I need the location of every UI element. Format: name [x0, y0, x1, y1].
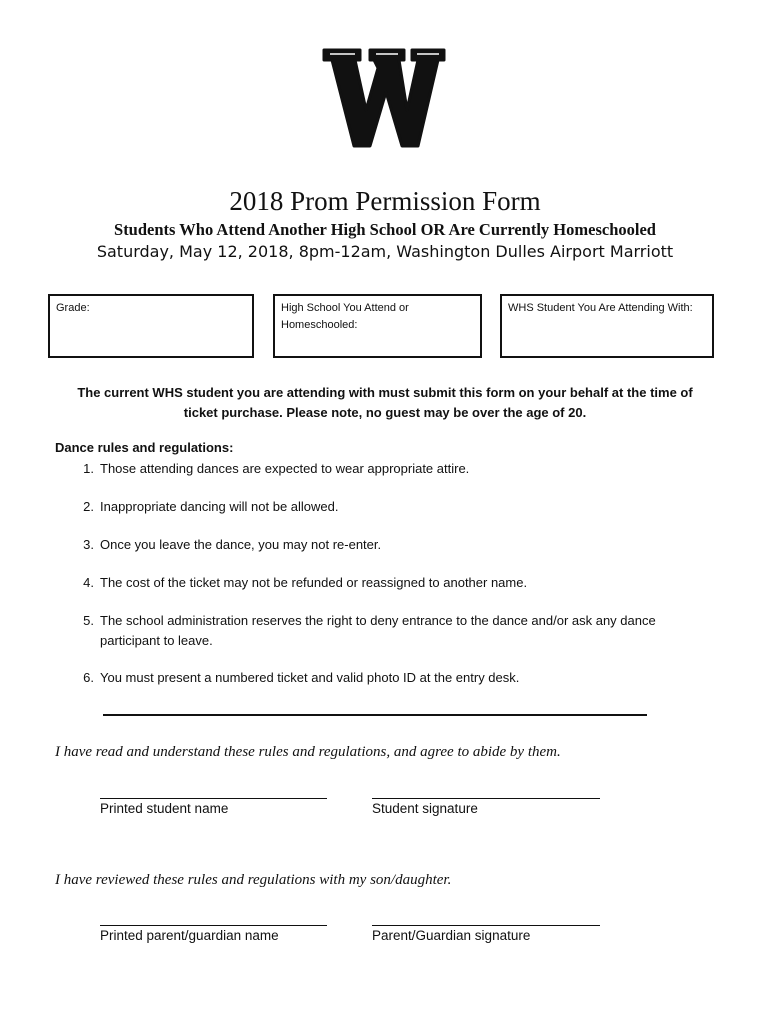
rule-number: 4.: [83, 575, 94, 590]
parent-agreement-statement: I have reviewed these rules and regulations with my son/daughter.: [55, 872, 452, 888]
high-school-label-line1: High School You Attend or: [281, 302, 409, 314]
rule-text: The school administration reserves the right to deny entrance to the dance and/or ask any dance: [100, 613, 656, 628]
section-divider: [103, 714, 647, 716]
rule-text: The cost of the ticket may not be refunded or reassigned to another name.: [100, 575, 528, 590]
grade-label: Grade:: [56, 302, 90, 314]
rule-number: 3.: [83, 537, 94, 552]
rule-text: Once you leave the dance, you may not re-enter.: [100, 537, 382, 552]
student-name-line[interactable]: [100, 798, 327, 799]
submission-notice: [52, 383, 718, 423]
whs-student-field[interactable]: [500, 294, 714, 358]
rule-text: Inappropriate dancing will not be allowed.: [100, 499, 339, 514]
parent-name-label: Printed parent/guardian name: [100, 928, 279, 943]
form-subtitle: Students Who Attend Another High School OR Are Currently Homeschooled: [114, 220, 656, 239]
rule-text: Those attending dances are expected to wear appropriate attire.: [100, 461, 470, 476]
whs-student-label: WHS Student You Are Attending With:: [508, 302, 693, 314]
parent-signature-label: Parent/Guardian signature: [372, 928, 531, 943]
school-logo-w: [322, 48, 446, 148]
rule-number: 1.: [83, 461, 94, 476]
notice-line-2: ticket purchase. Please note, no guest may be over the age of 20.: [183, 405, 587, 420]
grade-field[interactable]: [48, 294, 254, 358]
rule-number: 6.: [83, 670, 94, 685]
parent-signature-line[interactable]: [372, 925, 600, 926]
rule-number: 5.: [83, 613, 94, 628]
form-title: 2018 Prom Permission Form: [229, 186, 541, 216]
rule-text-continued: participant to leave.: [100, 633, 213, 648]
high-school-field[interactable]: [273, 294, 482, 358]
notice-line-1: The current WHS student you are attending with must submit this form on your behalf at the time of: [77, 385, 693, 400]
student-name-label: Printed student name: [100, 801, 229, 816]
event-dateline: Saturday, May 12, 2018, 8pm-12am, Washington Dulles Airport Marriott: [96, 242, 674, 261]
high-school-label-line2: Homeschooled:: [281, 319, 358, 331]
student-signature-line[interactable]: [372, 798, 600, 799]
student-agreement-statement: I have read and understand these rules and regulations, and agree to abide by them.: [55, 744, 561, 760]
rules-heading: Dance rules and regulations:: [55, 440, 234, 455]
parent-name-line[interactable]: [100, 925, 327, 926]
rule-number: 2.: [83, 499, 94, 514]
rule-text: You must present a numbered ticket and valid photo ID at the entry desk.: [100, 670, 520, 685]
student-signature-label: Student signature: [372, 801, 478, 816]
